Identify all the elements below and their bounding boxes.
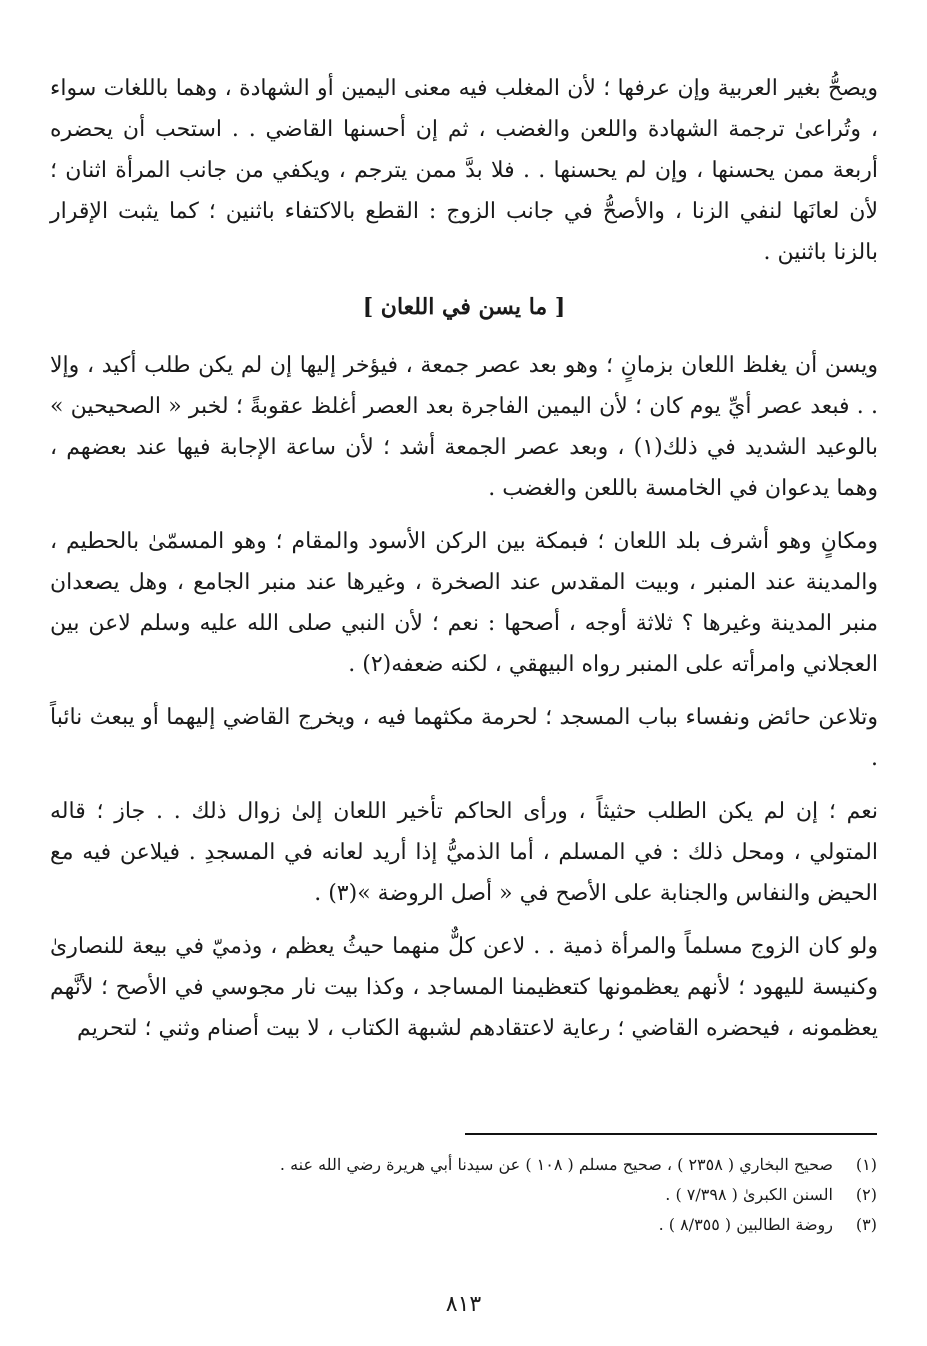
footnote-text: السنن الكبرىٰ ( ٧/٣٩٨ ) . [665, 1185, 833, 1204]
paragraph: ولو كان الزوج مسلماً والمرأة ذمية . . لاعن كلٌّ منهما حيثُ يعظم ، وذميّ في بيعة للنصارىٰ وكنيسة لليهود ؛ لأنهم يعظمونها كتعظيمنا المساجد ، وكذا بيت نار مجوسي في الأصح ؛ لأنَّهم يعظمونه ، فيحضره القاضي ؛ رعاية لاعتقادهم لشبهة الكتاب ، لا بيت أصنام وثني ؛ لتحريم [50, 934, 878, 1041]
footnote-number: (١) [855, 1155, 877, 1174]
paragraph: نعم ؛ إن لم يكن الطلب حثيثاً ، ورأى الحاكم تأخير اللعان إلىٰ زوال ذلك . . جاز ؛ قاله المتولي ، ومحل ذلك : في المسلم ، أما الذميُّ إذا أريد لعانه في المسجدِ . فيلاعن فيه مع الحيض والنفاس والجنابة على الأصح في « أصل الروضة »(٣) . [50, 799, 878, 906]
paragraph-gap [50, 509, 878, 521]
footnote-number: (٢) [855, 1185, 877, 1204]
paragraph-gap [50, 914, 878, 926]
paragraph-gap [50, 685, 878, 697]
footnotes [49, 1150, 877, 1240]
paragraph: ويسن أن يغلظ اللعان بزمانٍ ؛ وهو بعد عصر جمعة ، فيؤخر إليها إن لم يكن طلب أكيد ، وإلا . . فبعد عصر أيِّ يوم كان ؛ لأن اليمين الفاجرة بعد العصر أغلظ عقوبةً ؛ لخبر « الصحيحين » بالوعيد الشديد في ذلك(١) ، وبعد عصر الجمعة أشد ؛ لأن ساعة الإجابة فيها عند بعضهم ، وهما يدعوان في الخامسة باللعن والغضب . [50, 353, 879, 501]
footnote [49, 1180, 877, 1210]
section-heading: [ ما يسن في اللعان ] [362, 294, 566, 320]
footnote-divider [465, 1133, 877, 1135]
paragraph-gap [50, 779, 878, 791]
footnote [49, 1150, 877, 1180]
paragraph: ومكانٍ وهو أشرف بلد اللعان ؛ فبمكة بين الركن الأسود والمقام ؛ وهو المسمّىٰ بالحطيم ، والمدينة عند المنبر ، وبيت المقدس عند الصخرة ، وغيرها عند منبر الجامع ، وهل يصعدان منبر المدينة وغيرها ؟ ثلاثة أوجه ، أصحها : نعم ؛ لأن النبي صلى الله عليه وسلم لاعن بين العجلاني وامرأته على المنبر رواه البيهقي ، لكنه ضعفه(٢) . [50, 529, 878, 677]
footnote-number: (٣) [855, 1215, 877, 1234]
footnote [49, 1210, 877, 1240]
footnote-text: صحيح البخاري ( ٢٣٥٨ ) ، صحيح مسلم ( ١٠٨ ) عن سيدنا أبي هريرة رضي الله عنه . [279, 1155, 833, 1174]
main-text [50, 68, 878, 1049]
footnote-text: روضة الطالبين ( ٨/٣٥٥ ) . [658, 1215, 833, 1234]
paragraph: وتلاعن حائض ونفساء بباب المسجد ؛ لحرمة مكثهما فيه ، ويخرج القاضي إليهما أو يبعث نائباً . [50, 705, 878, 771]
paragraph: ويصحُّ بغير العربية وإن عرفها ؛ لأن المغلب فيه معنى اليمين أو الشهادة ، وهما باللغات سواء ، وتُراعىٰ ترجمة الشهادة واللعن والغضب ، ثم إن أحسنها القاضي . . استحب أن يحضره أربعة ممن يحسنها ، وإن لم يحسنها . . فلا بدَّ ممن يترجم ، ويكفي من جانب المرأة اثنان ؛ لأن لعانَها لنفي الزنا ، والأصحُّ في جانب الزوج : القطع بالاكتفاء باثنين ؛ كما يثبت الإقرار بالزنا باثنين . [50, 76, 878, 265]
page-number: ٨١٣ [445, 1292, 482, 1317]
